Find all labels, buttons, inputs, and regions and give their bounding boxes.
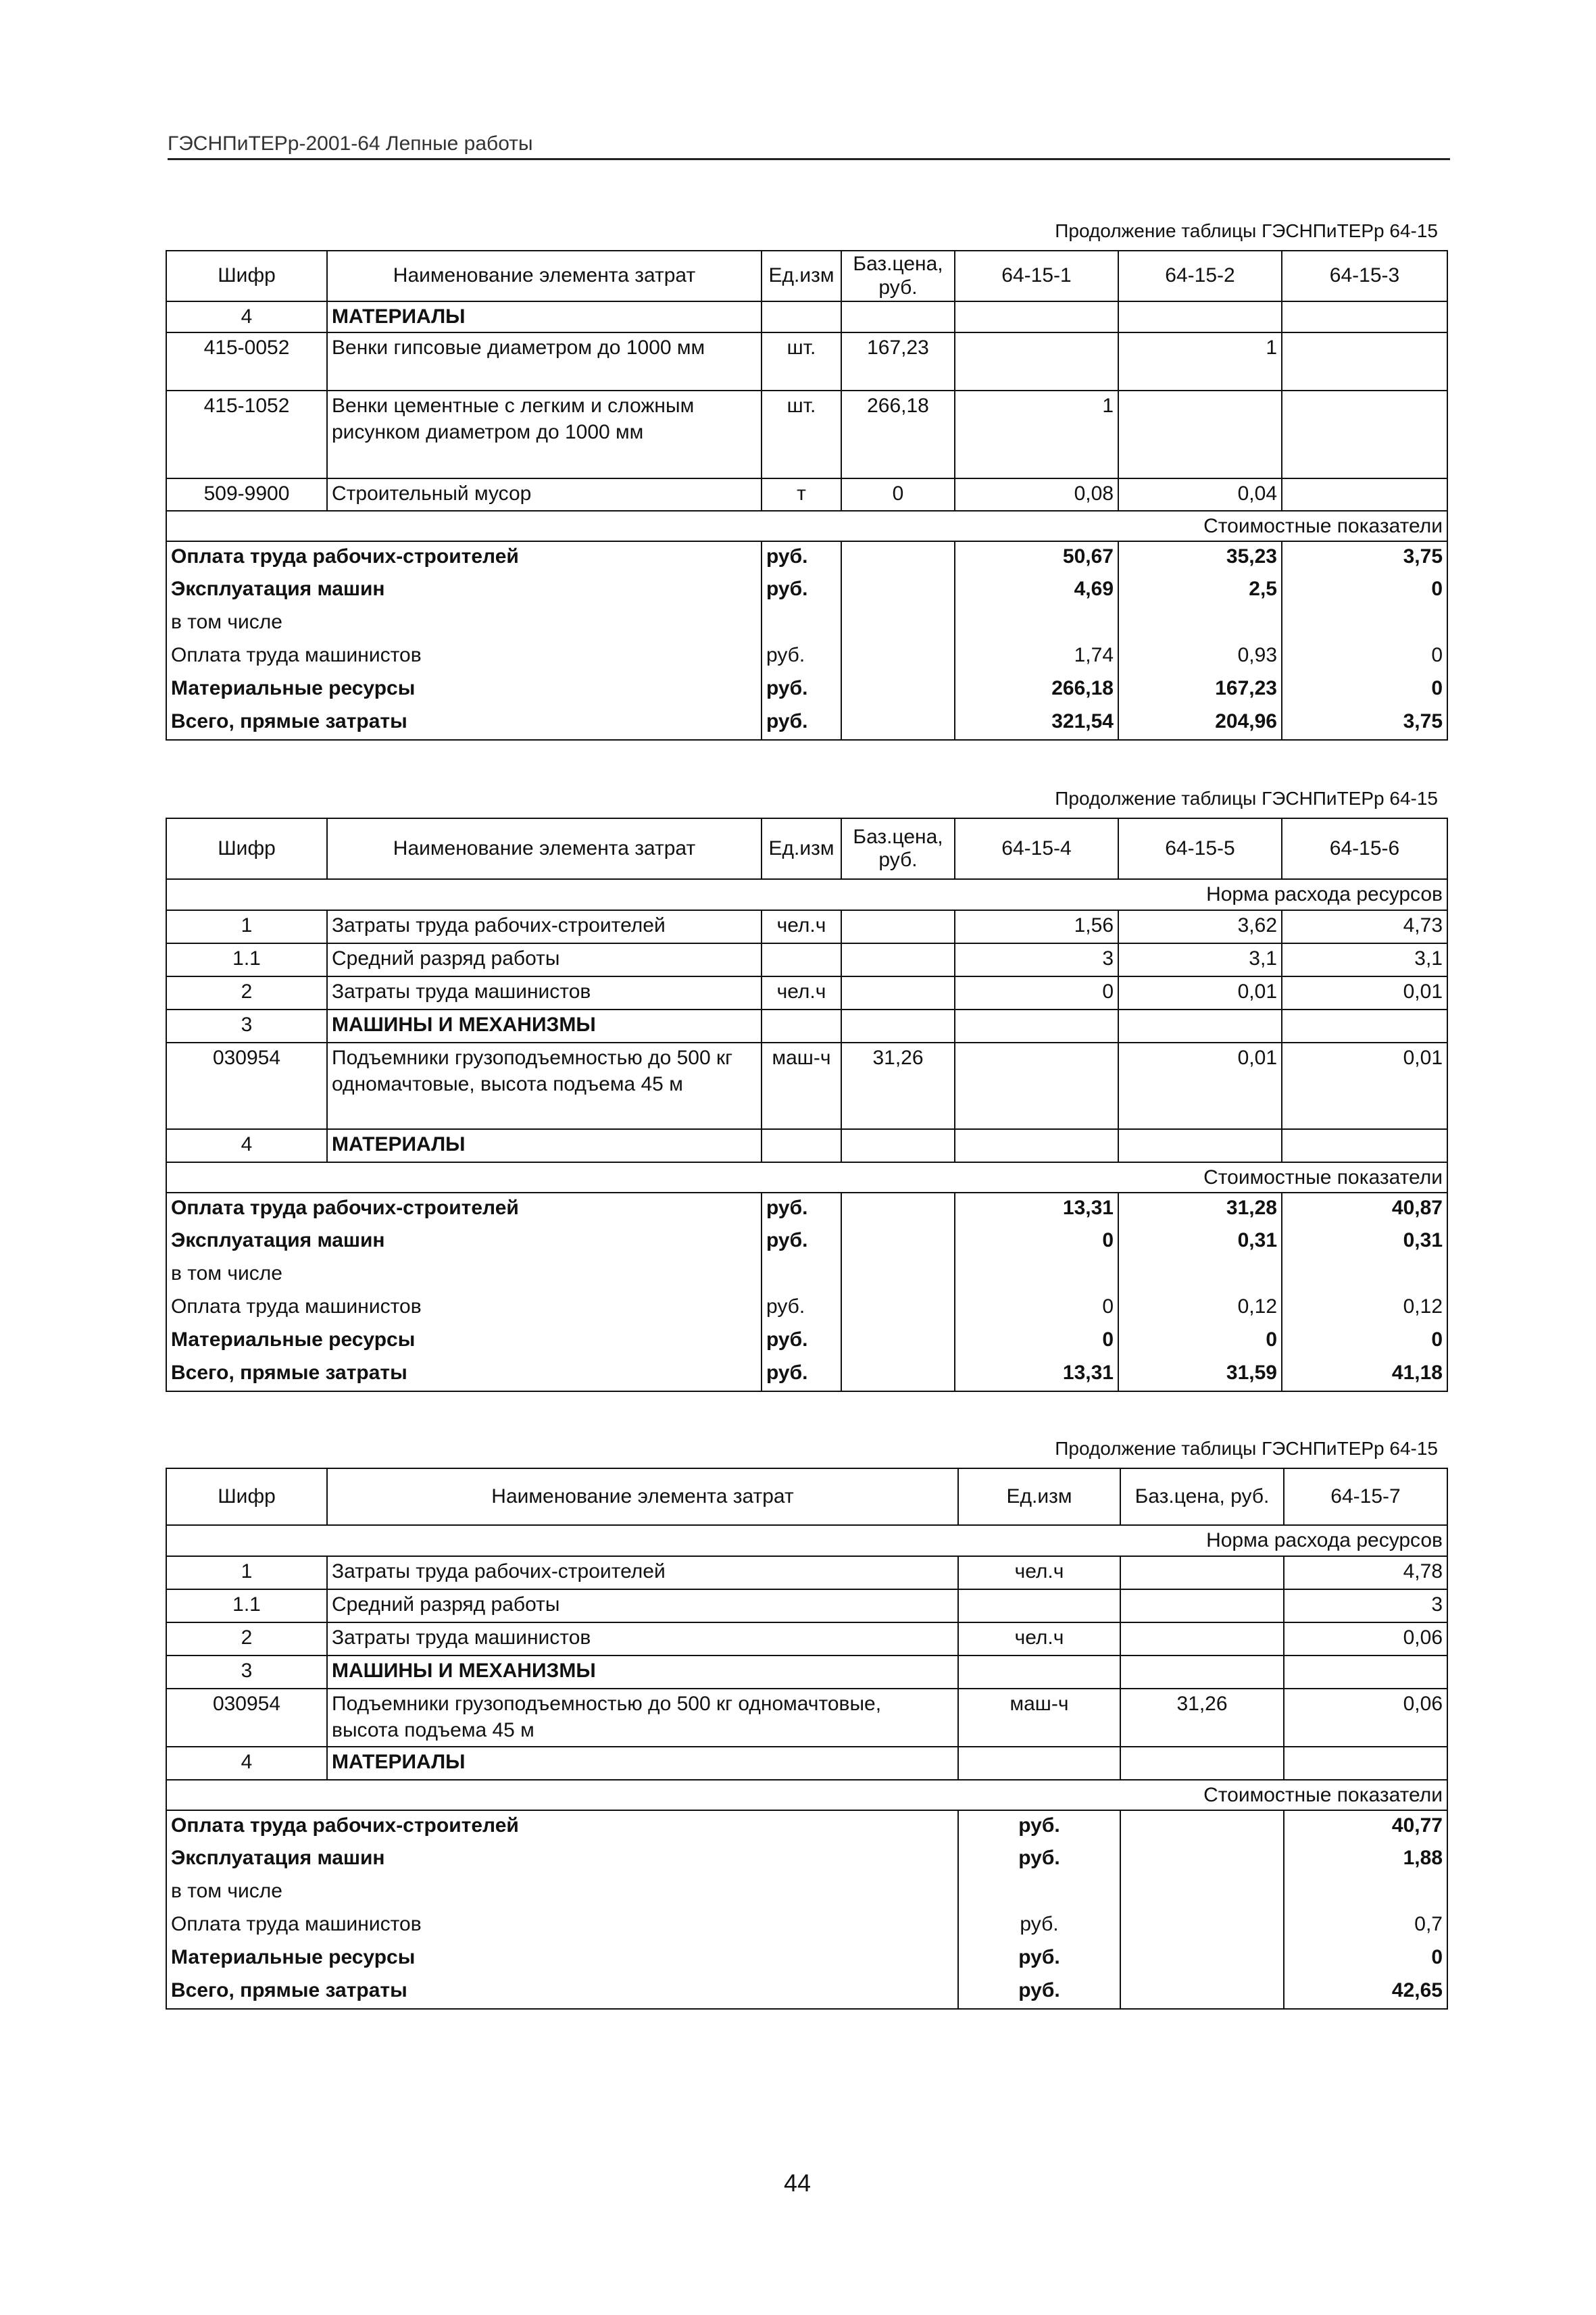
norm-label: Норма расхода ресурсов <box>166 1525 1447 1556</box>
column-header: 64-15-4 <box>955 818 1118 879</box>
cost-empty <box>841 1259 955 1292</box>
cost-unit: руб. <box>958 1910 1120 1943</box>
cell-price <box>841 301 955 332</box>
cost-label: Оплата труда рабочих-строителей <box>166 1193 762 1226</box>
cost-row <box>166 674 1447 707</box>
cell-value <box>1118 391 1282 478</box>
cell-value: 0 <box>955 976 1118 1010</box>
cost-value: 2,5 <box>1118 574 1282 607</box>
cost-value: 0 <box>1282 641 1447 674</box>
cost-unit: руб. <box>958 1810 1120 1843</box>
cell-unit <box>958 1656 1120 1689</box>
column-header: Шифр <box>166 1468 327 1525</box>
cost-value: 0 <box>1282 1325 1447 1358</box>
cost-value: 40,87 <box>1282 1193 1447 1226</box>
cost-row <box>166 574 1447 607</box>
cost-label: Всего, прямые затраты <box>166 707 762 740</box>
cost-empty <box>841 607 955 641</box>
section-label: Стоимостные показатели <box>166 1780 1447 1811</box>
table-row <box>166 1747 1447 1780</box>
cost-value: 266,18 <box>955 674 1118 707</box>
section-row <box>166 1162 1447 1193</box>
cell-value: 3,62 <box>1118 910 1282 943</box>
column-header: Шифр <box>166 818 327 879</box>
cell-value: 0,01 <box>1282 1043 1447 1129</box>
cost-value <box>1282 1259 1447 1292</box>
cost-value <box>1284 1876 1447 1910</box>
cell-value <box>1282 1010 1447 1043</box>
page-header: ГЭСНПиТЕРр-2001-64 Лепные работы <box>168 132 1450 160</box>
cost-value: 0,31 <box>1118 1226 1282 1259</box>
cost-empty <box>841 707 955 740</box>
cost-row <box>166 1259 1447 1292</box>
cell-code: 4 <box>166 301 327 332</box>
table1-caption: Продолжение таблицы ГЭСНПиТЕРр 64-15 <box>1055 220 1438 241</box>
cell-code: 4 <box>166 1129 327 1162</box>
cell-unit <box>958 1747 1120 1780</box>
cell-price: 266,18 <box>841 391 955 478</box>
table-row <box>166 1043 1447 1129</box>
cost-unit: руб. <box>762 1226 841 1259</box>
cell-price: 31,26 <box>1120 1689 1284 1747</box>
cost-value <box>1118 1259 1282 1292</box>
cost-unit: руб. <box>762 674 841 707</box>
cost-unit: руб. <box>762 707 841 740</box>
cell-unit <box>958 1589 1120 1622</box>
cost-value: 0 <box>1282 674 1447 707</box>
table3-caption: Продолжение таблицы ГЭСНПиТЕРр 64-15 <box>1055 1438 1438 1459</box>
cell-name: МАТЕРИАЛЫ <box>327 1747 958 1780</box>
cost-row <box>166 1193 1447 1226</box>
cell-price <box>1120 1656 1284 1689</box>
cell-price: 0 <box>841 478 955 511</box>
table-row <box>166 1689 1447 1747</box>
cell-value: 4,73 <box>1282 910 1447 943</box>
column-header: 64-15-5 <box>1118 818 1282 879</box>
cost-unit: руб. <box>762 641 841 674</box>
cost-value: 204,96 <box>1118 707 1282 740</box>
table-row <box>166 976 1447 1010</box>
cell-name: Средний разряд работы <box>327 1589 958 1622</box>
table3-header-row <box>166 1468 1447 1525</box>
cost-value: 31,59 <box>1118 1358 1282 1391</box>
cost-unit: руб. <box>762 1358 841 1391</box>
table1 <box>166 250 1448 741</box>
cost-label: Оплата труда рабочих-строителей <box>166 541 762 574</box>
cell-value: 1 <box>955 391 1118 478</box>
cell-name: МАТЕРИАЛЫ <box>327 1129 762 1162</box>
cell-name: Подъемники грузоподъемностью до 500 кг одномачтовые, высота подъема 45 м <box>327 1689 958 1747</box>
cost-empty <box>1120 1876 1284 1910</box>
cost-value: 4,69 <box>955 574 1118 607</box>
cost-empty <box>841 641 955 674</box>
column-header: Ед.изм <box>762 818 841 879</box>
cost-empty <box>841 1226 955 1259</box>
cell-value <box>1118 301 1282 332</box>
cost-value: 13,31 <box>955 1193 1118 1226</box>
cost-value: 0,7 <box>1284 1910 1447 1943</box>
cell-name: Затраты труда рабочих-строителей <box>327 1556 958 1589</box>
cell-price: 31,26 <box>841 1043 955 1129</box>
cost-row <box>166 607 1447 641</box>
cell-value <box>955 1010 1118 1043</box>
cost-value: 3,75 <box>1282 707 1447 740</box>
table-row <box>166 1556 1447 1589</box>
table-row <box>166 332 1447 391</box>
cell-name: Венки гипсовые диаметром до 1000 мм <box>327 332 762 391</box>
cell-value: 0,08 <box>955 478 1118 511</box>
cell-value <box>1282 478 1447 511</box>
section-row <box>166 511 1447 542</box>
cell-value: 0,01 <box>1282 976 1447 1010</box>
cell-value: 1,56 <box>955 910 1118 943</box>
cell-name: Затраты труда рабочих-строителей <box>327 910 762 943</box>
cell-code: 030954 <box>166 1689 327 1747</box>
cost-label: Материальные ресурсы <box>166 1943 958 1976</box>
cost-empty <box>841 541 955 574</box>
cell-unit: т <box>762 478 841 511</box>
cell-name: МАШИНЫ И МЕХАНИЗМЫ <box>327 1010 762 1043</box>
column-header: 64-15-7 <box>1284 1468 1447 1525</box>
cell-price <box>1120 1622 1284 1656</box>
cost-value <box>955 1259 1118 1292</box>
cost-label: Оплата труда рабочих-строителей <box>166 1810 958 1843</box>
table-row <box>166 943 1447 976</box>
section-row <box>166 879 1447 910</box>
cell-unit: чел.ч <box>958 1556 1120 1589</box>
cost-value: 13,31 <box>955 1358 1118 1391</box>
cell-value <box>955 301 1118 332</box>
cell-name: Строительный мусор <box>327 478 762 511</box>
cell-name: Средний разряд работы <box>327 943 762 976</box>
cell-value <box>1284 1747 1447 1780</box>
cell-unit: шт. <box>762 391 841 478</box>
cell-value <box>1282 301 1447 332</box>
cost-value <box>1282 607 1447 641</box>
cost-empty <box>1120 1843 1284 1876</box>
cost-label: Всего, прямые затраты <box>166 1358 762 1391</box>
cell-price <box>841 910 955 943</box>
cost-value: 321,54 <box>955 707 1118 740</box>
cell-unit <box>762 1010 841 1043</box>
cost-value: 1,88 <box>1284 1843 1447 1876</box>
cost-empty <box>841 1292 955 1325</box>
page-number: 44 <box>783 2169 812 2197</box>
cost-value: 0 <box>1282 574 1447 607</box>
cost-unit: руб. <box>958 1976 1120 2009</box>
cell-value: 0,06 <box>1284 1689 1447 1747</box>
cost-unit: руб. <box>958 1843 1120 1876</box>
cost-label: в том числе <box>166 1259 762 1292</box>
section-label: Стоимостные показатели <box>166 1162 1447 1193</box>
cost-row <box>166 1976 1447 2009</box>
cell-code: 1 <box>166 1556 327 1589</box>
cell-value <box>1284 1656 1447 1689</box>
cell-code: 2 <box>166 976 327 1010</box>
cell-name: Затраты труда машинистов <box>327 1622 958 1656</box>
cell-value: 3,1 <box>1282 943 1447 976</box>
cell-value: 4,78 <box>1284 1556 1447 1589</box>
cost-empty <box>841 574 955 607</box>
cell-value <box>955 1129 1118 1162</box>
cost-row <box>166 1292 1447 1325</box>
column-header: Баз.цена, руб. <box>841 251 955 301</box>
cell-unit <box>762 943 841 976</box>
table-row <box>166 301 1447 332</box>
cost-row <box>166 1810 1447 1843</box>
cost-unit <box>958 1876 1120 1910</box>
cell-unit: шт. <box>762 332 841 391</box>
cost-row <box>166 1226 1447 1259</box>
column-header: Наименование элемента затрат <box>327 818 762 879</box>
cost-label: Оплата труда машинистов <box>166 641 762 674</box>
cost-value: 0 <box>955 1226 1118 1259</box>
cell-price <box>841 943 955 976</box>
cell-name: Подъемники грузоподъемностью до 500 кг одномачтовые, высота подъема 45 м <box>327 1043 762 1129</box>
cost-empty <box>1120 1976 1284 2009</box>
cost-row <box>166 1910 1447 1943</box>
cost-unit: руб. <box>762 541 841 574</box>
cell-unit: маш-ч <box>958 1689 1120 1747</box>
cost-unit: руб. <box>958 1943 1120 1976</box>
cost-value: 0 <box>1284 1943 1447 1976</box>
cell-code: 509-9900 <box>166 478 327 511</box>
cost-value: 0,12 <box>1282 1292 1447 1325</box>
cost-value: 0,31 <box>1282 1226 1447 1259</box>
cost-value: 0,12 <box>1118 1292 1282 1325</box>
cost-row <box>166 641 1447 674</box>
column-header: 64-15-6 <box>1282 818 1447 879</box>
cell-unit: чел.ч <box>958 1622 1120 1656</box>
table-row <box>166 1622 1447 1656</box>
cost-row <box>166 1876 1447 1910</box>
cell-unit: чел.ч <box>762 910 841 943</box>
cell-value: 0,01 <box>1118 1043 1282 1129</box>
cell-code: 1 <box>166 910 327 943</box>
cost-value <box>955 607 1118 641</box>
cost-label: Всего, прямые затраты <box>166 1976 958 2009</box>
section-row <box>166 1525 1447 1556</box>
cost-empty <box>1120 1943 1284 1976</box>
cell-value: 0,06 <box>1284 1622 1447 1656</box>
cost-value: 167,23 <box>1118 674 1282 707</box>
table-row <box>166 391 1447 478</box>
column-header: Баз.цена, руб. <box>1120 1468 1284 1525</box>
cost-empty <box>841 1325 955 1358</box>
cell-code: 1.1 <box>166 943 327 976</box>
cell-unit <box>762 1129 841 1162</box>
column-header: Наименование элемента затрат <box>327 251 762 301</box>
cell-code: 3 <box>166 1010 327 1043</box>
cost-value: 31,28 <box>1118 1193 1282 1226</box>
norm-label: Норма расхода ресурсов <box>166 879 1447 910</box>
table-row <box>166 1010 1447 1043</box>
cost-empty <box>1120 1810 1284 1843</box>
cost-value: 35,23 <box>1118 541 1282 574</box>
cost-label: Материальные ресурсы <box>166 1325 762 1358</box>
cost-row <box>166 1325 1447 1358</box>
cost-value: 42,65 <box>1284 1976 1447 2009</box>
cell-unit <box>762 301 841 332</box>
table-row <box>166 1656 1447 1689</box>
cost-unit: руб. <box>762 1325 841 1358</box>
cell-code: 3 <box>166 1656 327 1689</box>
cost-unit: руб. <box>762 1193 841 1226</box>
cell-unit: маш-ч <box>762 1043 841 1129</box>
cell-value: 0,04 <box>1118 478 1282 511</box>
cell-value <box>1282 332 1447 391</box>
cell-price <box>841 1129 955 1162</box>
column-header: Ед.изм <box>762 251 841 301</box>
cost-label: Эксплуатация машин <box>166 574 762 607</box>
column-header: 64-15-3 <box>1282 251 1447 301</box>
cost-value: 0 <box>1118 1325 1282 1358</box>
section-label: Стоимостные показатели <box>166 511 1447 542</box>
cost-value: 3,75 <box>1282 541 1447 574</box>
cost-value: 50,67 <box>955 541 1118 574</box>
table2-header-row <box>166 818 1447 879</box>
cell-price <box>1120 1589 1284 1622</box>
column-header: Наименование элемента затрат <box>327 1468 958 1525</box>
cost-empty <box>1120 1910 1284 1943</box>
cell-code: 2 <box>166 1622 327 1656</box>
cell-value: 1 <box>1118 332 1282 391</box>
cost-row <box>166 1943 1447 1976</box>
cost-value: 0 <box>955 1292 1118 1325</box>
cost-label: в том числе <box>166 607 762 641</box>
cost-label: в том числе <box>166 1876 958 1910</box>
cell-code: 030954 <box>166 1043 327 1129</box>
cost-row <box>166 1358 1447 1391</box>
cost-row <box>166 707 1447 740</box>
cost-value: 41,18 <box>1282 1358 1447 1391</box>
cell-code: 415-1052 <box>166 391 327 478</box>
table-row <box>166 910 1447 943</box>
cell-value: 0,01 <box>1118 976 1282 1010</box>
column-header: Ед.изм <box>958 1468 1120 1525</box>
cell-price <box>841 976 955 1010</box>
cell-value <box>1118 1129 1282 1162</box>
section-row <box>166 1780 1447 1811</box>
cost-unit <box>762 607 841 641</box>
table2 <box>166 818 1448 1392</box>
table1-header-row <box>166 251 1447 301</box>
cell-value <box>1282 391 1447 478</box>
cost-value: 40,77 <box>1284 1810 1447 1843</box>
cost-row <box>166 1843 1447 1876</box>
cost-label: Оплата труда машинистов <box>166 1292 762 1325</box>
cell-value <box>955 332 1118 391</box>
cell-price <box>1120 1747 1284 1780</box>
cost-value <box>1118 607 1282 641</box>
cell-value <box>1118 1010 1282 1043</box>
cost-value: 0 <box>955 1325 1118 1358</box>
cost-value: 0,93 <box>1118 641 1282 674</box>
cell-unit: чел.ч <box>762 976 841 1010</box>
cost-label: Оплата труда машинистов <box>166 1910 958 1943</box>
table3 <box>166 1468 1448 2010</box>
column-header: 64-15-2 <box>1118 251 1282 301</box>
table-row <box>166 1129 1447 1162</box>
cell-name: Затраты труда машинистов <box>327 976 762 1010</box>
cell-code: 1.1 <box>166 1589 327 1622</box>
table2-caption: Продолжение таблицы ГЭСНПиТЕРр 64-15 <box>1055 788 1438 809</box>
cell-price <box>841 1010 955 1043</box>
cell-name: Венки цементные с легким и сложным рисунком диаметром до 1000 мм <box>327 391 762 478</box>
cell-name: МАШИНЫ И МЕХАНИЗМЫ <box>327 1656 958 1689</box>
cell-value: 3 <box>1284 1589 1447 1622</box>
cost-row <box>166 541 1447 574</box>
cost-empty <box>841 674 955 707</box>
column-header: Баз.цена, руб. <box>841 818 955 879</box>
cost-value: 1,74 <box>955 641 1118 674</box>
cost-label: Эксплуатация машин <box>166 1843 958 1876</box>
cost-unit: руб. <box>762 574 841 607</box>
cost-empty <box>841 1358 955 1391</box>
cost-label: Эксплуатация машин <box>166 1226 762 1259</box>
column-header: 64-15-1 <box>955 251 1118 301</box>
cost-label: Материальные ресурсы <box>166 674 762 707</box>
column-header: Шифр <box>166 251 327 301</box>
cell-value <box>955 1043 1118 1129</box>
cost-empty <box>841 1193 955 1226</box>
cell-value <box>1282 1129 1447 1162</box>
cell-price <box>1120 1556 1284 1589</box>
cell-value: 3,1 <box>1118 943 1282 976</box>
table-row <box>166 478 1447 511</box>
cell-price: 167,23 <box>841 332 955 391</box>
cost-unit <box>762 1259 841 1292</box>
cost-unit: руб. <box>762 1292 841 1325</box>
cell-code: 415-0052 <box>166 332 327 391</box>
cell-code: 4 <box>166 1747 327 1780</box>
cell-value: 3 <box>955 943 1118 976</box>
table-row <box>166 1589 1447 1622</box>
cell-name: МАТЕРИАЛЫ <box>327 301 762 332</box>
